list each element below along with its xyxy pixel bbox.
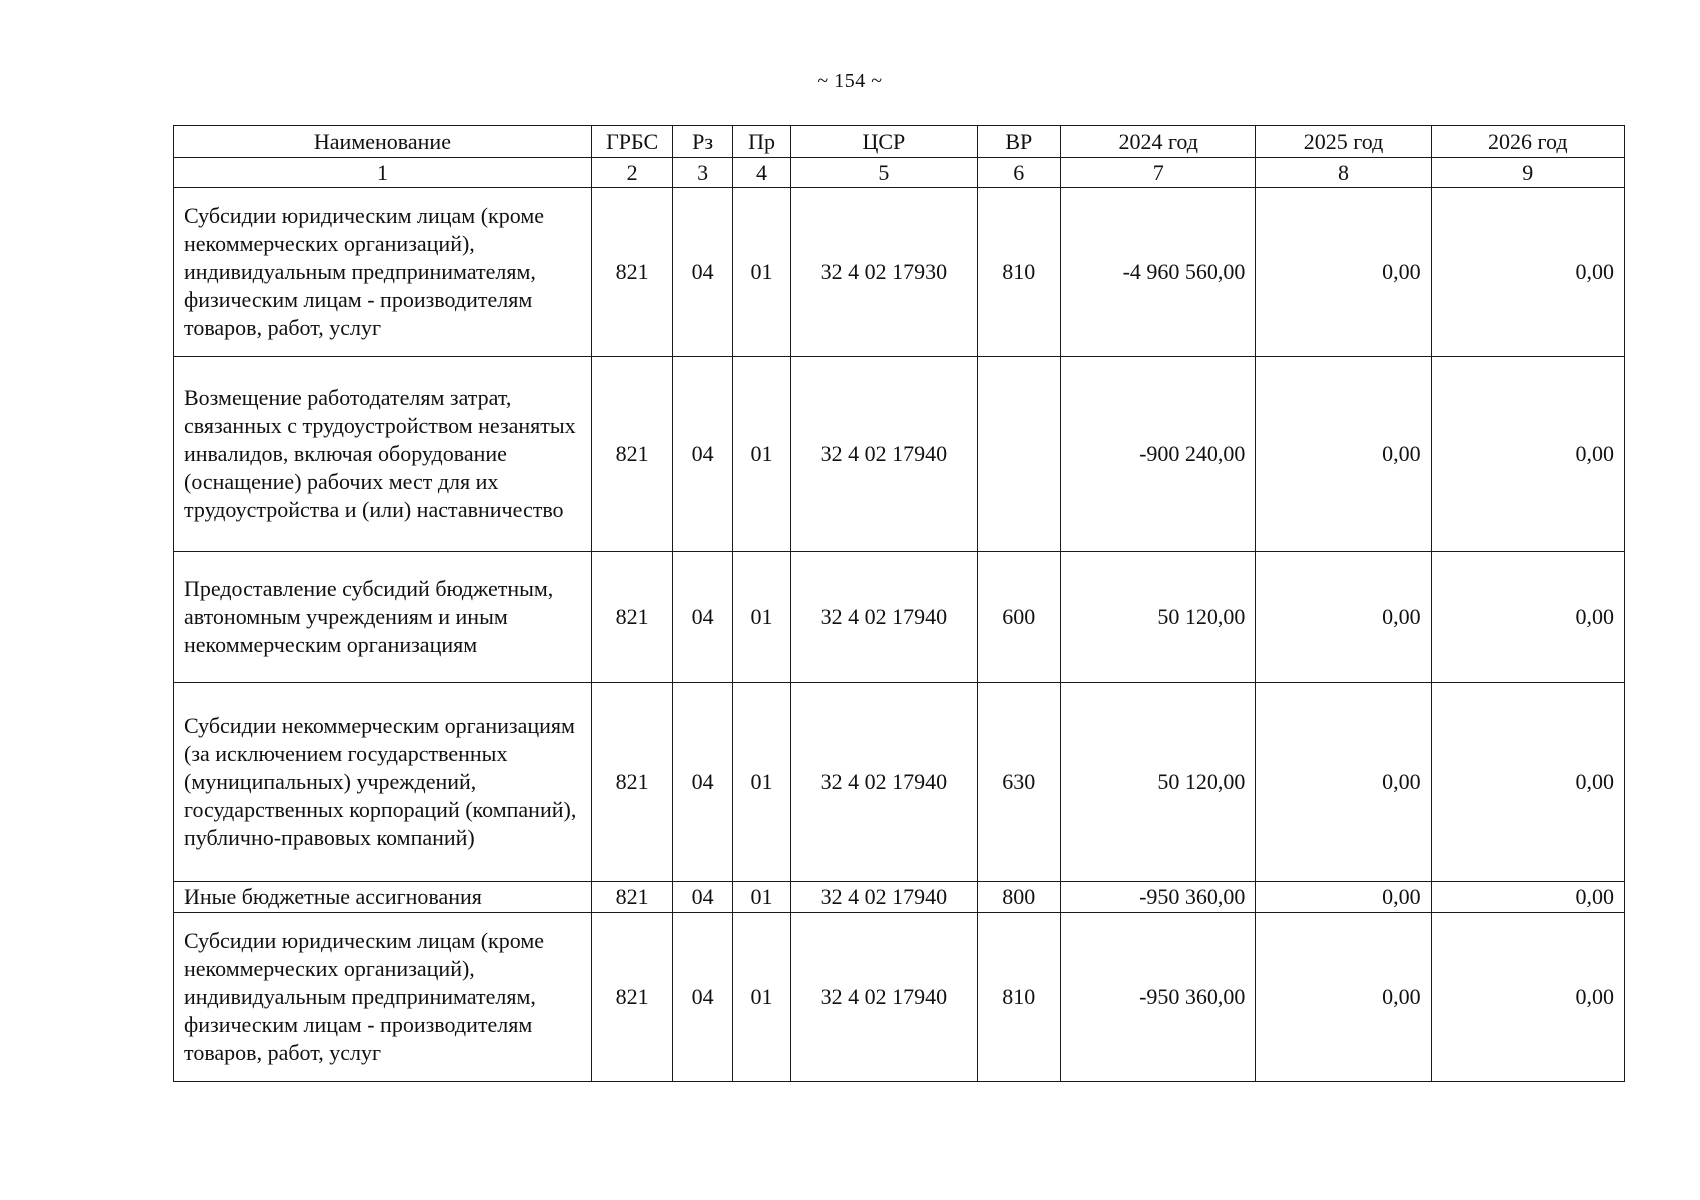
row-amount-2026: 0,00 bbox=[1431, 683, 1624, 882]
row-amount-2024: 50 120,00 bbox=[1061, 552, 1256, 683]
row-pr: 01 bbox=[732, 552, 790, 683]
header-name: Наименование bbox=[174, 126, 592, 158]
table-row bbox=[174, 683, 1625, 882]
column-number: 2 bbox=[591, 158, 673, 188]
row-amount-2024: -4 960 560,00 bbox=[1061, 188, 1256, 357]
table-row bbox=[174, 357, 1625, 552]
row-vr: 630 bbox=[977, 683, 1061, 882]
header-2025: 2025 год bbox=[1256, 126, 1431, 158]
row-pr: 01 bbox=[732, 357, 790, 552]
header-2024: 2024 год bbox=[1061, 126, 1256, 158]
row-amount-2024: 50 120,00 bbox=[1061, 683, 1256, 882]
row-amount-2025: 0,00 bbox=[1256, 683, 1431, 882]
budget-table bbox=[173, 125, 1625, 1082]
header-row bbox=[174, 126, 1625, 158]
row-name: Субсидии некоммерческим организациям (за исключением государственных (муниципальных) учреждений, государственных корпораций (компаний), публично-правовых компаний) bbox=[174, 683, 592, 882]
column-number: 3 bbox=[673, 158, 732, 188]
row-rz: 04 bbox=[673, 188, 732, 357]
row-rz: 04 bbox=[673, 683, 732, 882]
row-pr: 01 bbox=[732, 882, 790, 913]
column-number: 4 bbox=[732, 158, 790, 188]
row-rz: 04 bbox=[673, 357, 732, 552]
column-number: 9 bbox=[1431, 158, 1624, 188]
column-number: 5 bbox=[791, 158, 977, 188]
row-csr: 32 4 02 17940 bbox=[791, 357, 977, 552]
row-pr: 01 bbox=[732, 913, 790, 1082]
column-number: 8 bbox=[1256, 158, 1431, 188]
row-vr: 810 bbox=[977, 188, 1061, 357]
table-row bbox=[174, 882, 1625, 913]
table-row bbox=[174, 188, 1625, 357]
row-name: Иные бюджетные ассигнования bbox=[174, 882, 592, 913]
row-grbs: 821 bbox=[591, 683, 673, 882]
row-csr: 32 4 02 17940 bbox=[791, 683, 977, 882]
row-amount-2026: 0,00 bbox=[1431, 188, 1624, 357]
header-pr: Пр bbox=[732, 126, 790, 158]
row-grbs: 821 bbox=[591, 188, 673, 357]
row-amount-2026: 0,00 bbox=[1431, 882, 1624, 913]
row-csr: 32 4 02 17940 bbox=[791, 913, 977, 1082]
row-name: Субсидии юридическим лицам (кроме некоммерческих организаций), индивидуальным предпринимателям, физическим лицам - производителям товаров, работ, услуг bbox=[174, 188, 592, 357]
row-amount-2025: 0,00 bbox=[1256, 552, 1431, 683]
row-grbs: 821 bbox=[591, 357, 673, 552]
column-number: 1 bbox=[174, 158, 592, 188]
row-csr: 32 4 02 17940 bbox=[791, 882, 977, 913]
row-csr: 32 4 02 17930 bbox=[791, 188, 977, 357]
row-amount-2025: 0,00 bbox=[1256, 357, 1431, 552]
column-number: 7 bbox=[1061, 158, 1256, 188]
column-number-row bbox=[174, 158, 1625, 188]
row-vr: 800 bbox=[977, 882, 1061, 913]
row-grbs: 821 bbox=[591, 882, 673, 913]
row-name: Предоставление субсидий бюджетным, автономным учреждениям и иным некоммерческим организациям bbox=[174, 552, 592, 683]
row-amount-2025: 0,00 bbox=[1256, 882, 1431, 913]
page-number: ~ 154 ~ bbox=[817, 70, 883, 92]
table-row bbox=[174, 552, 1625, 683]
row-grbs: 821 bbox=[591, 913, 673, 1082]
column-number: 6 bbox=[977, 158, 1061, 188]
row-amount-2024: -900 240,00 bbox=[1061, 357, 1256, 552]
row-amount-2024: -950 360,00 bbox=[1061, 882, 1256, 913]
row-name: Субсидии юридическим лицам (кроме некоммерческих организаций), индивидуальным предпринимателям, физическим лицам - производителям товаров, работ, услуг bbox=[174, 913, 592, 1082]
row-amount-2025: 0,00 bbox=[1256, 913, 1431, 1082]
header-rz: Рз bbox=[673, 126, 732, 158]
row-amount-2025: 0,00 bbox=[1256, 188, 1431, 357]
row-amount-2026: 0,00 bbox=[1431, 357, 1624, 552]
row-rz: 04 bbox=[673, 552, 732, 683]
header-grbs: ГРБС bbox=[591, 126, 673, 158]
row-amount-2026: 0,00 bbox=[1431, 552, 1624, 683]
table-row bbox=[174, 913, 1625, 1082]
row-vr bbox=[977, 357, 1061, 552]
row-pr: 01 bbox=[732, 188, 790, 357]
row-pr: 01 bbox=[732, 683, 790, 882]
row-grbs: 821 bbox=[591, 552, 673, 683]
row-vr: 810 bbox=[977, 913, 1061, 1082]
row-vr: 600 bbox=[977, 552, 1061, 683]
row-rz: 04 bbox=[673, 882, 732, 913]
row-amount-2026: 0,00 bbox=[1431, 913, 1624, 1082]
header-vr: ВР bbox=[977, 126, 1061, 158]
row-rz: 04 bbox=[673, 913, 732, 1082]
header-csr: ЦСР bbox=[791, 126, 977, 158]
row-amount-2024: -950 360,00 bbox=[1061, 913, 1256, 1082]
row-csr: 32 4 02 17940 bbox=[791, 552, 977, 683]
header-2026: 2026 год bbox=[1431, 126, 1624, 158]
row-name: Возмещение работодателям затрат, связанных с трудоустройством незанятых инвалидов, включая оборудование (оснащение) рабочих мест для их трудоустройства и (или) наставничество bbox=[174, 357, 592, 552]
